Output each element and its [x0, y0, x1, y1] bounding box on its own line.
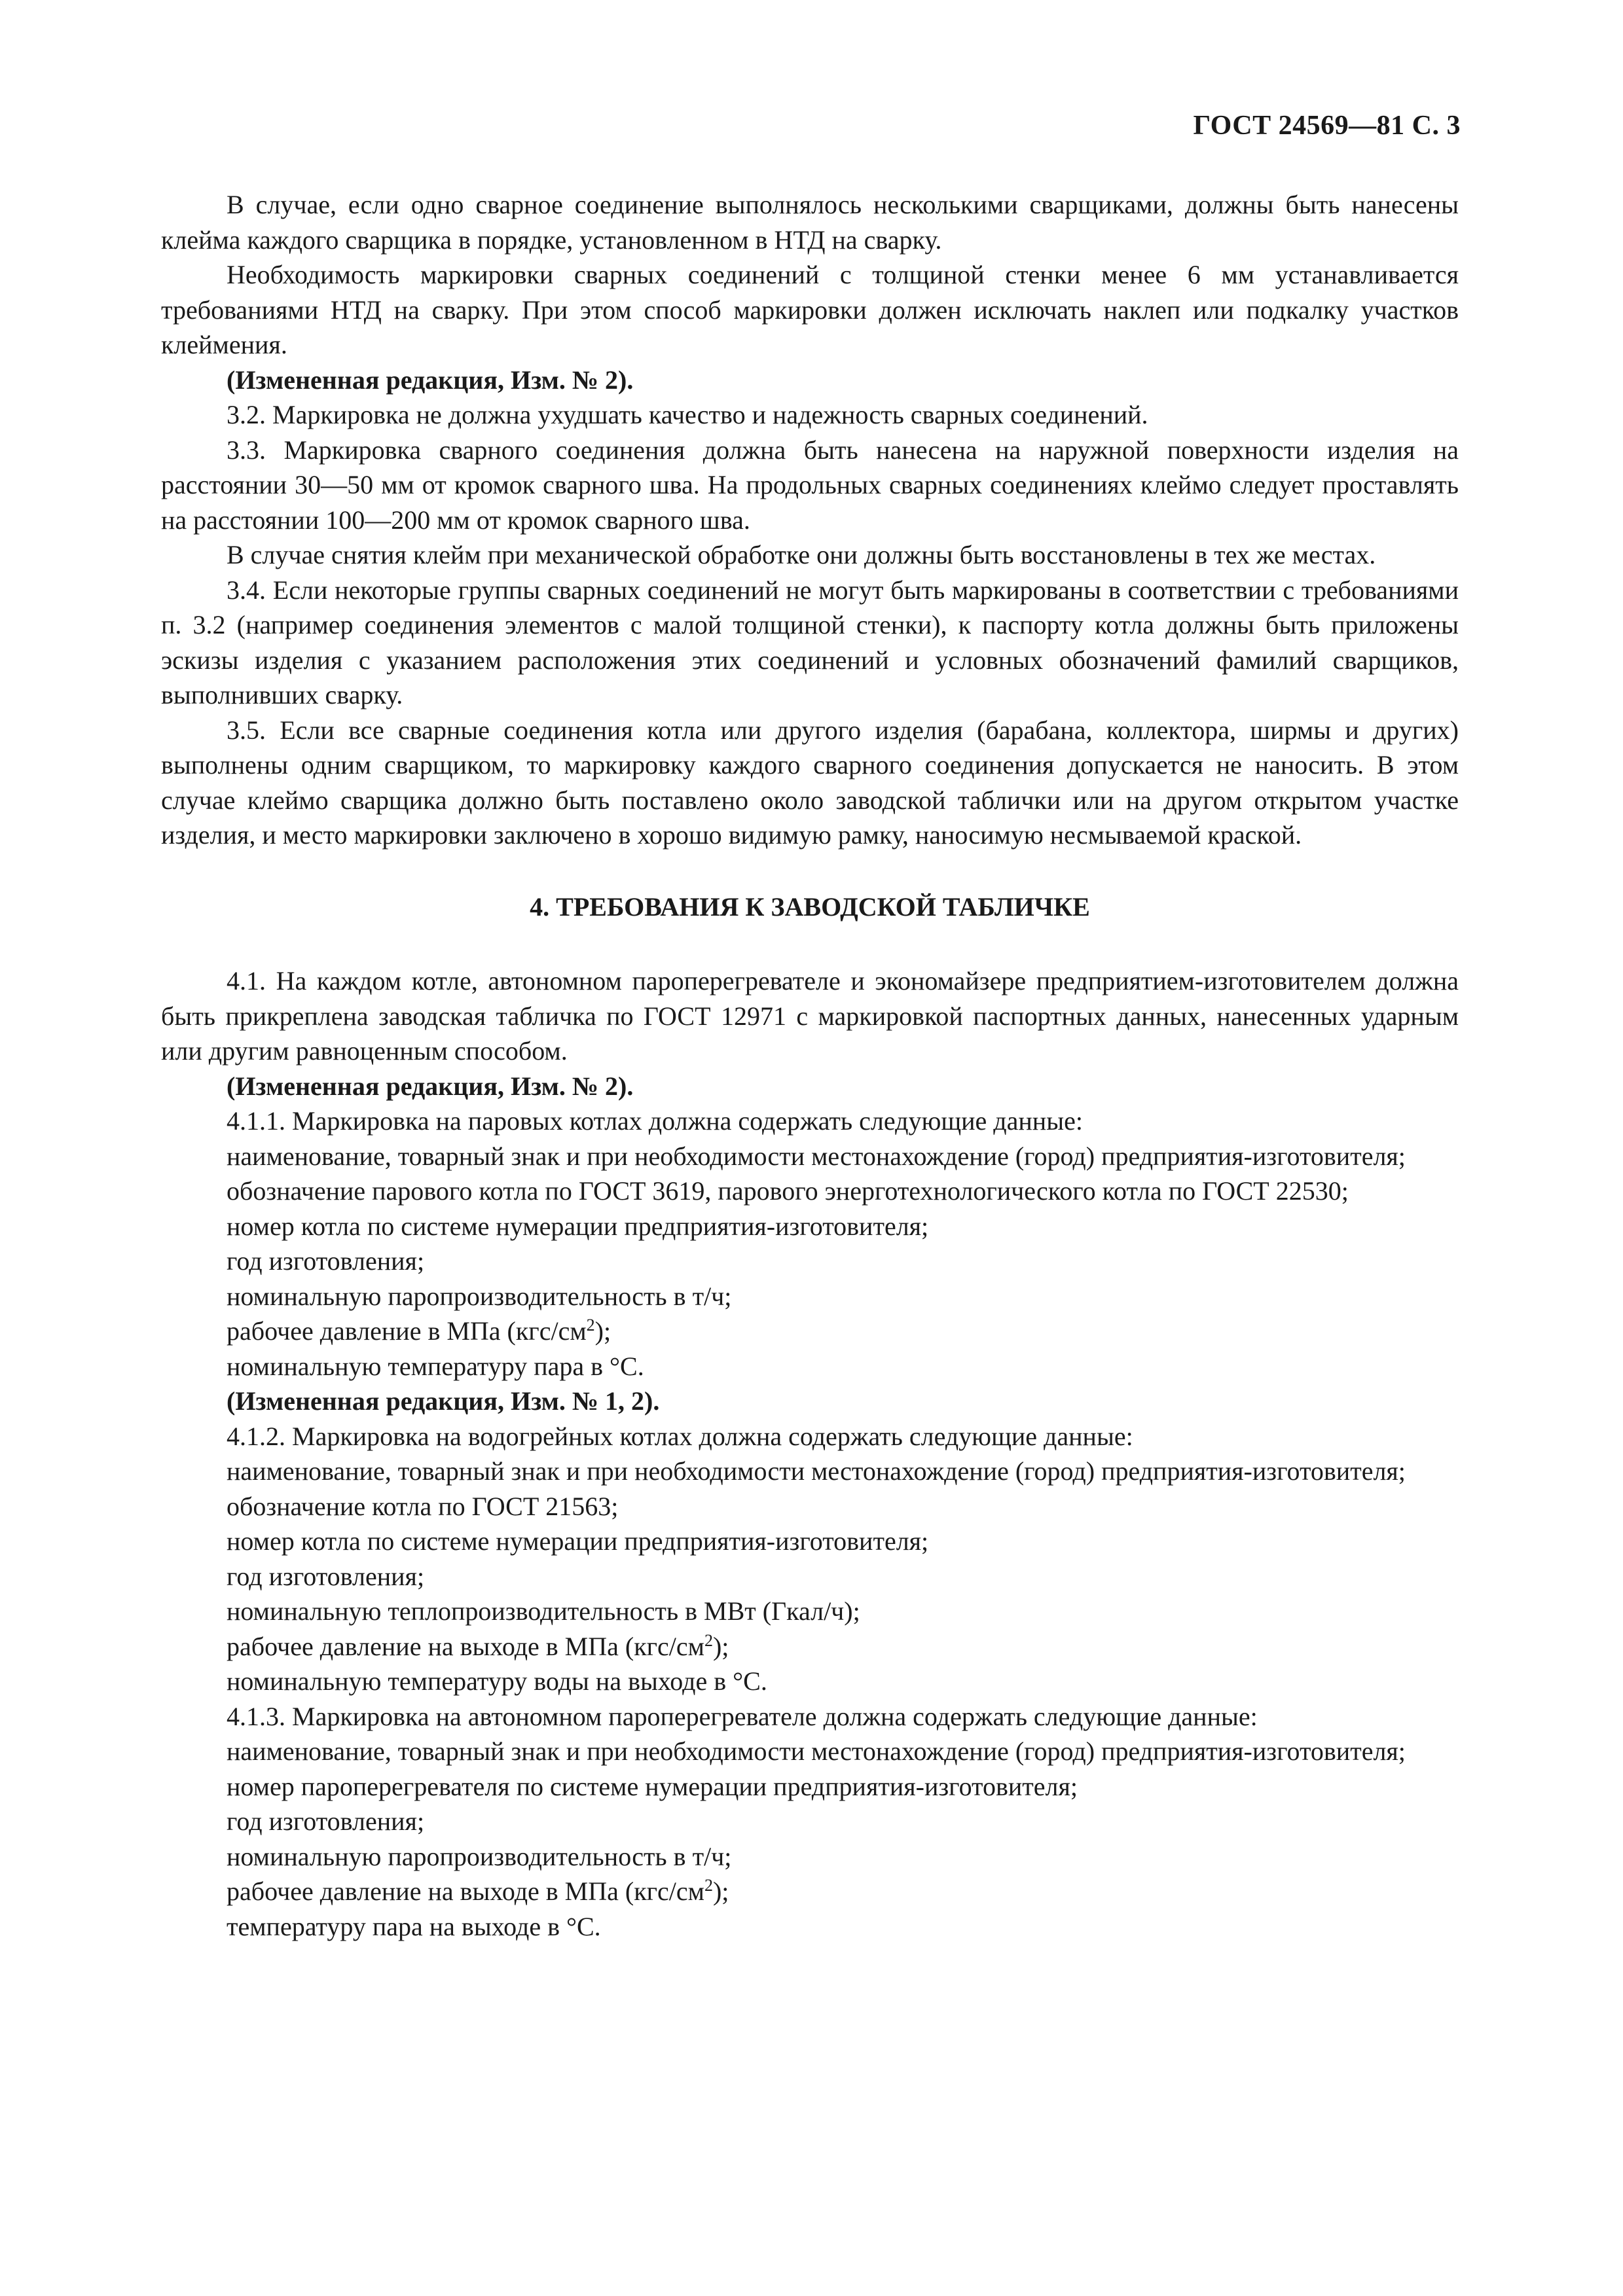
superscript: 2: [704, 1876, 713, 1895]
paragraph: В случае снятия клейм при механической обработке они должны быть восстановлены в тех же местах.: [227, 540, 1376, 569]
list-item: наименование, товарный знак и при необходимости местонахождение (город) предприятия-изготовителя;: [227, 1456, 1406, 1486]
clause-4-1-2: 4.1.2. Маркировка на водогрейных котлах должна содержать следующие данные:: [227, 1421, 1133, 1451]
list-item: номинальную теплопроизводительность в МВт (Гкал/ч);: [227, 1596, 860, 1626]
list-item: номинальную температуру пара в °С.: [227, 1351, 644, 1381]
list-item: номинальную паропроизводительность в т/ч;: [227, 1841, 732, 1871]
list-item: год изготовления;: [227, 1561, 425, 1591]
clause-3-4: 3.4. Если некоторые группы сварных соединений не могут быть маркированы в соответствии с требованиями п. 3.2 (например соединения элементов с малой толщиной стенки), к паспорту котла должны быть приложены эскизы изделия с указанием расположения этих соединений и условных обозначений фамилий сварщиков, выполнивших сварку.: [161, 575, 1459, 709]
clause-4-1-3: 4.1.3. Маркировка на автономном пароперегревателе должна содержать следующие данные:: [227, 1701, 1258, 1731]
list-item: обозначение котла по ГОСТ 21563;: [227, 1491, 619, 1521]
clause-3-3: 3.3. Маркировка сварного соединения должна быть нанесена на наружной поверхности изделия на расстоянии 30—50 мм от кромок сварного шва. На продольных сварных соединениях клеймо следует проставлять на расстоянии 100—200 мм от кромок сварного шва.: [161, 435, 1459, 535]
list-item-text: );: [712, 1631, 729, 1661]
amendment-note: (Измененная редакция, Изм. № 2).: [227, 1071, 634, 1101]
list-item: год изготовления;: [227, 1246, 425, 1276]
document-body: [161, 187, 1459, 1944]
list-item: температуру пара на выходе в °С.: [227, 1911, 601, 1941]
list-item: номинальную температуру воды на выходе в °С.: [227, 1666, 767, 1696]
list-item: год изготовления;: [227, 1806, 425, 1836]
superscript: 2: [704, 1630, 713, 1650]
list-item: [161, 1629, 1459, 1664]
list-item-text: рабочее давление в МПа (кгс/см: [227, 1316, 587, 1346]
list-item: обозначение парового котла по ГОСТ 3619, парового энерготехнологического котла по ГОСТ 22530;: [227, 1176, 1349, 1206]
clause-4-1: 4.1. На каждом котле, автономном пароперегревателе и экономайзере предприятием-изготовителем должна быть прикреплена заводская табличка по ГОСТ 12971 с маркировкой паспортных данных, нанесенных ударным или другим равноценным способом.: [161, 966, 1459, 1066]
list-item: номер котла по системе нумерации предприятия-изготовителя;: [227, 1211, 929, 1241]
clause-3-2: 3.2. Маркировка не должна ухудшать качество и надежность сварных соединений.: [227, 400, 1148, 429]
list-item-text: рабочее давление на выходе в МПа (кгс/см: [227, 1876, 704, 1906]
list-item: наименование, товарный знак и при необходимости местонахождение (город) предприятия-изготовителя;: [227, 1736, 1406, 1766]
list-item: номер пароперегревателя по системе нумерации предприятия-изготовителя;: [227, 1771, 1078, 1801]
clause-3-5: 3.5. Если все сварные соединения котла или другого изделия (барабана, коллектора, ширмы и других) выполнены одним сварщиком, то маркировку каждого сварного соединения допускается не наносить. В этом случае клеймо сварщика должно быть поставлено около заводской таблички или на другом открытом участке изделия, и место маркировки заключено в хорошо видимую рамку, наносимую несмываемой краской.: [161, 715, 1459, 850]
list-item-text: );: [594, 1316, 611, 1346]
list-item: номер котла по системе нумерации предприятия-изготовителя;: [227, 1526, 929, 1556]
list-item-text: рабочее давление на выходе в МПа (кгс/см: [227, 1631, 704, 1661]
section-title: 4. ТРЕБОВАНИЯ К ЗАВОДСКОЙ ТАБЛИЧКЕ: [530, 891, 1090, 922]
paragraph: В случае, если одно сварное соединение выполнялось несколькими сварщиками, должны быть нанесены клейма каждого сварщика в порядке, установленном в НТД на сварку.: [161, 190, 1459, 255]
page-header-doc-ref: ГОСТ 24569—81 С. 3: [1193, 111, 1461, 141]
list-item: номинальную паропроизводительность в т/ч;: [227, 1281, 732, 1311]
paragraph: Необходимость маркировки сварных соединений с толщиной стенки менее 6 мм устанавливается требованиями НТД на сварку. При этом способ маркировки должен исключать наклеп или подкалку участков клеймения.: [161, 260, 1459, 359]
list-item: [161, 1874, 1459, 1909]
clause-4-1-1: 4.1.1. Маркировка на паровых котлах должна содержать следующие данные:: [227, 1106, 1083, 1136]
list-item: [161, 1314, 1459, 1349]
amendment-note: (Измененная редакция, Изм. № 2).: [227, 365, 634, 395]
amendment-note: (Измененная редакция, Изм. № 1, 2).: [227, 1386, 660, 1416]
list-item: наименование, товарный знак и при необходимости местонахождение (город) предприятия-изготовителя;: [227, 1141, 1406, 1171]
superscript: 2: [586, 1316, 595, 1335]
list-item-text: );: [712, 1876, 729, 1906]
